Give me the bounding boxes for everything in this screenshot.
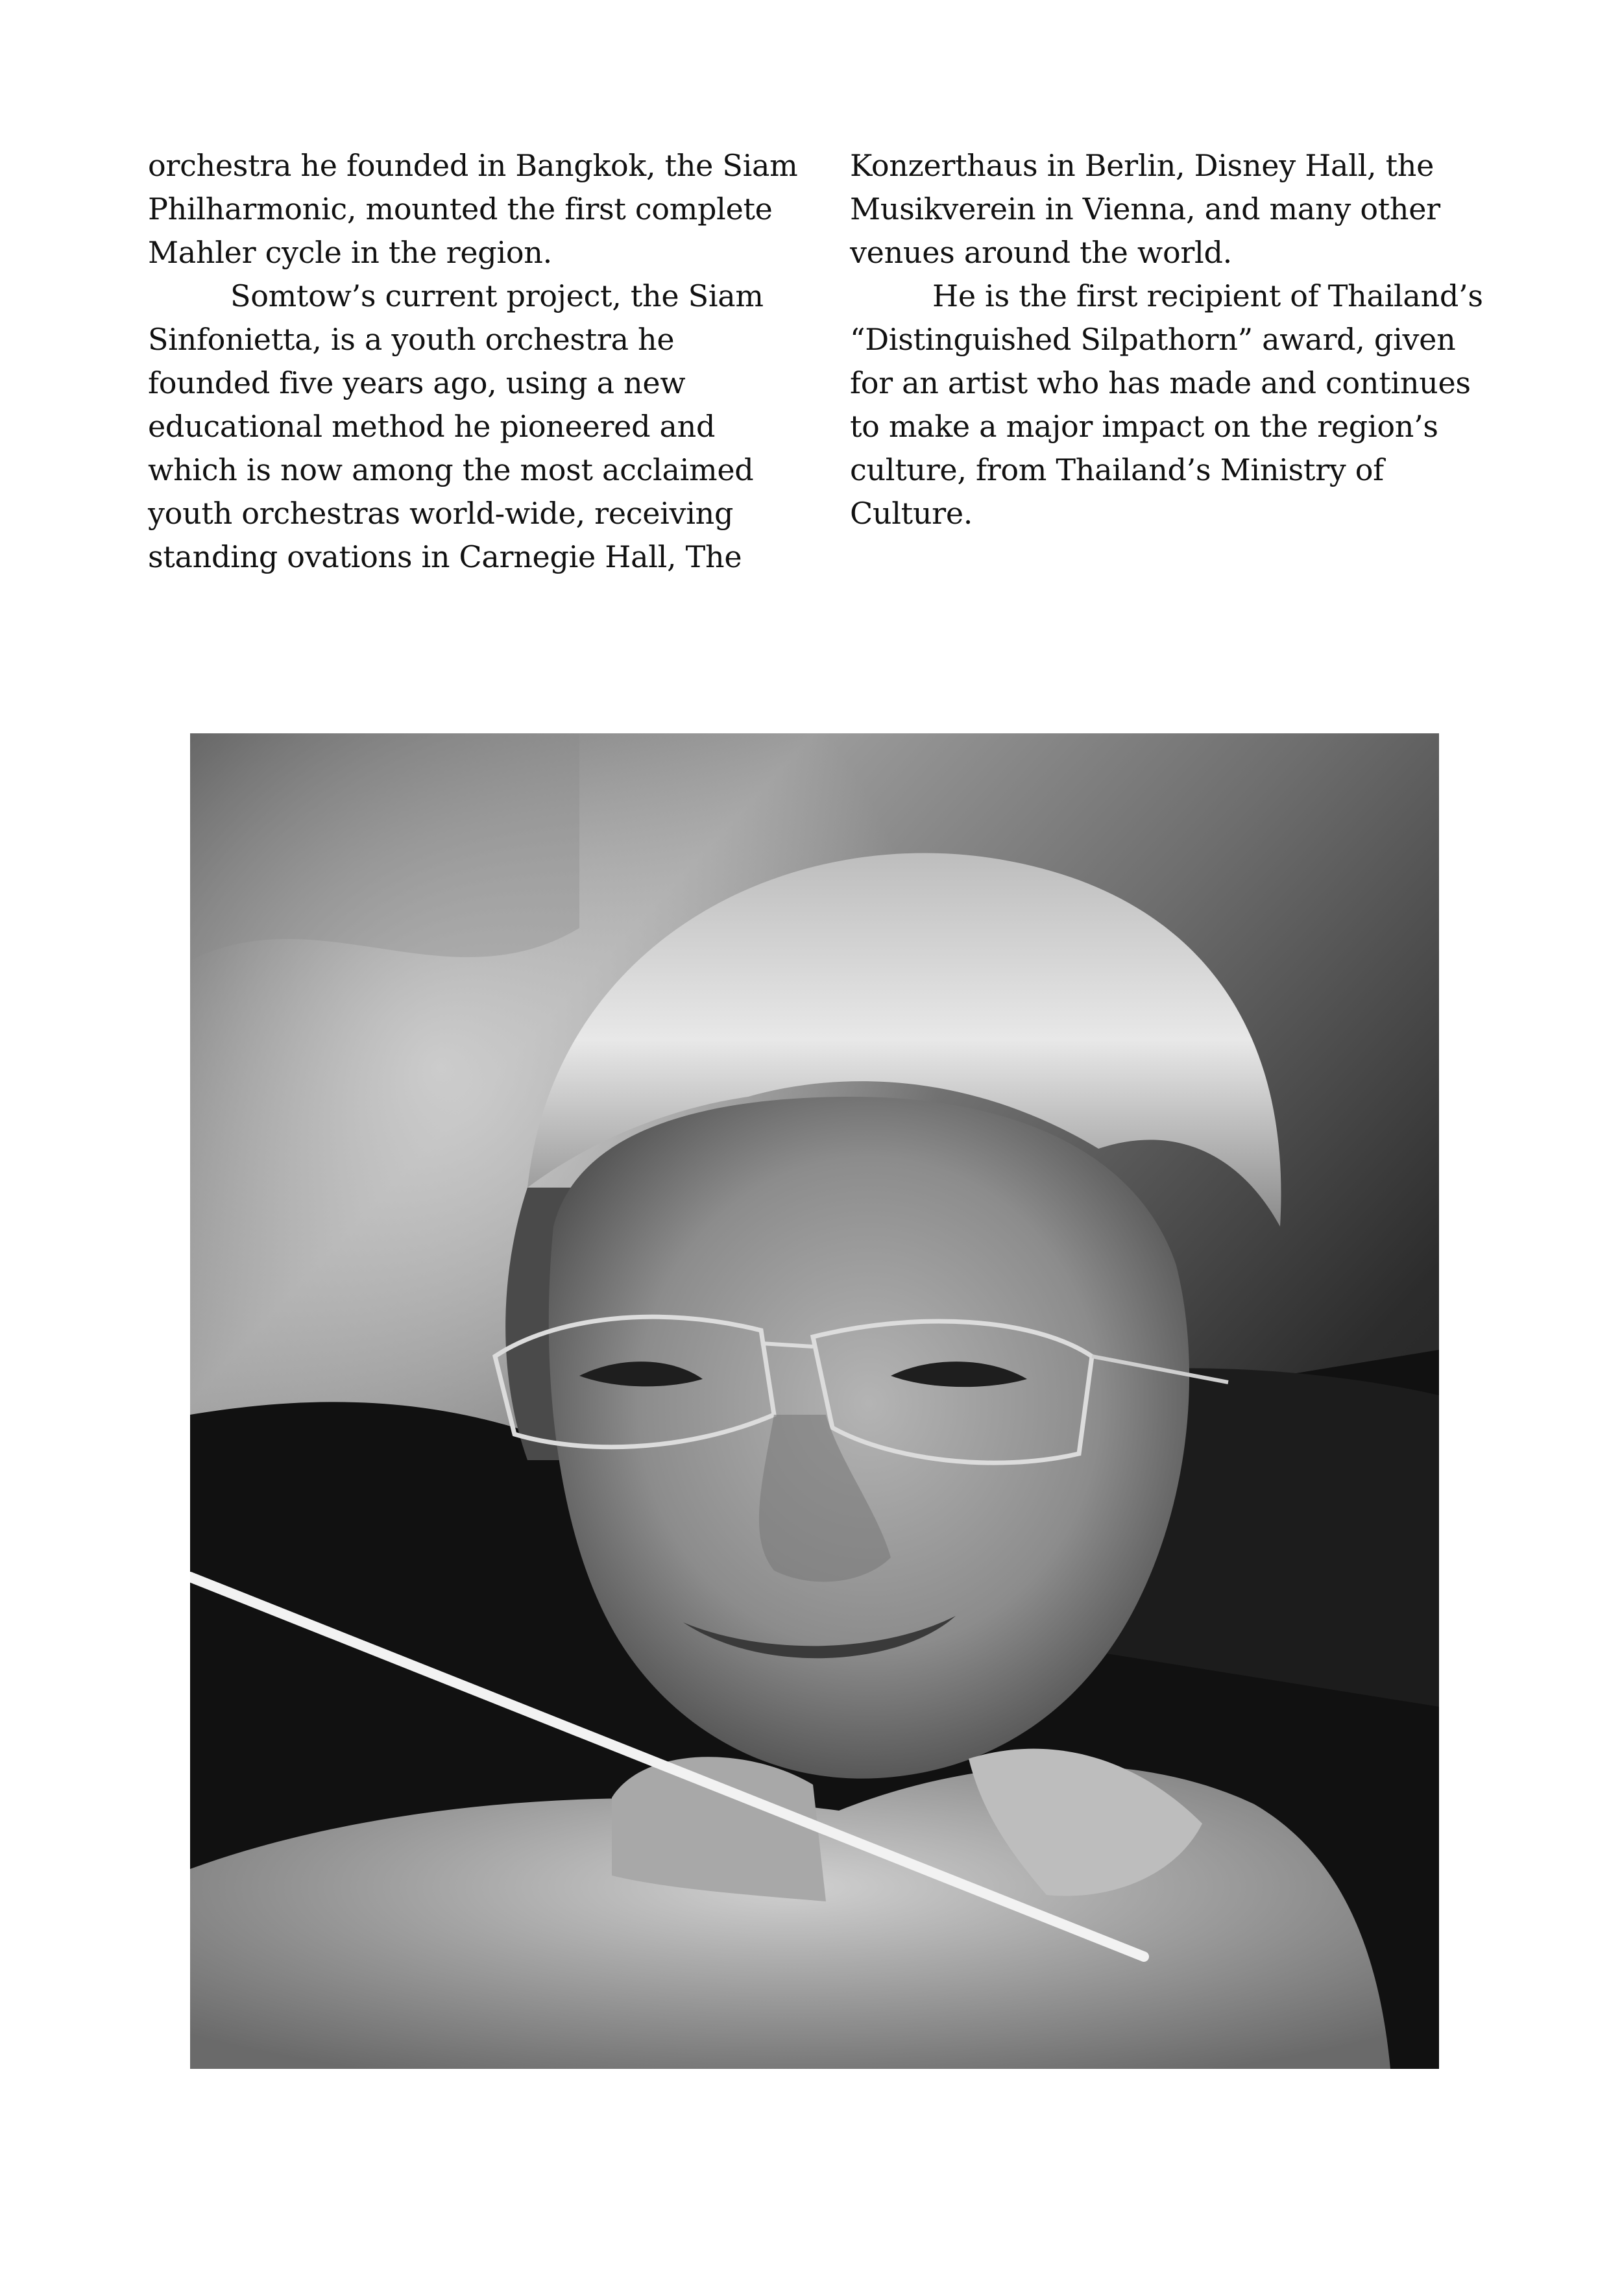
- left-text-column: [148, 144, 803, 579]
- right-text-column: [850, 144, 1505, 535]
- left-paragraph-continuation: orchestra he founded in Bangkok, the Siam Philharmonic, mounted the first complete Mahler cycle in the region.: [148, 148, 798, 270]
- right-paragraph-award: He is the first recipient of Thailand’s “Distinguished Silpathorn” award, given for an artist who has made and continues to make a major impact on the region’s culture, from Thailand’s Ministry of Culture.: [850, 278, 1483, 531]
- left-paragraph-sinfonietta: Somtow’s current project, the Siam Sinfonietta, is a youth orchestra he founded five years ago, using a new educational method he pioneered and which is now among the most acclaimed youth orchestras world-wide, receiving standing ovations in Carnegie Hall, The: [148, 278, 764, 574]
- portrait-photo: [190, 733, 1439, 2069]
- body-text-columns: [148, 144, 1484, 598]
- portrait-illustration: [190, 733, 1439, 2069]
- right-paragraph-continuation: Konzerthaus in Berlin, Disney Hall, the Musikverein in Vienna, and many other venues around the world.: [850, 148, 1440, 270]
